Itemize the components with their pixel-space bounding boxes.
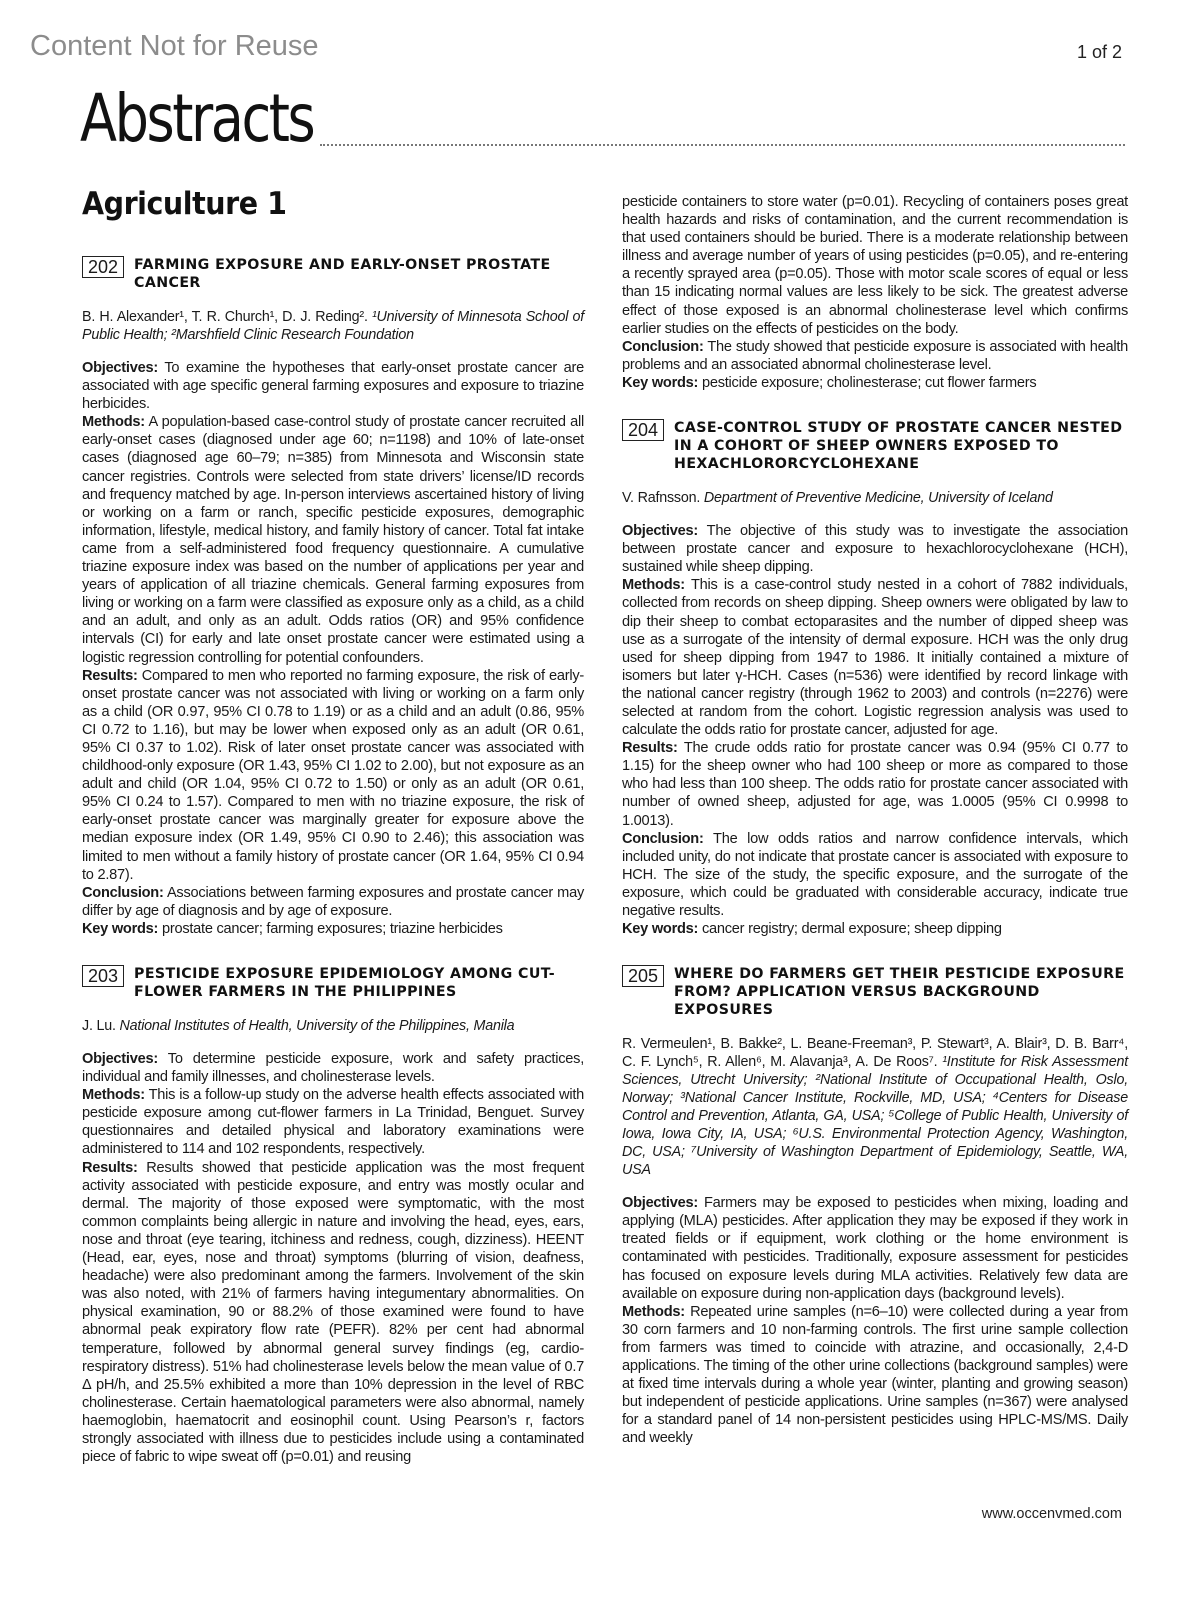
methods-text: Repeated urine samples (n=6–10) were collected during a year from 30 corn farmers and 10 non-farming controls. The first urine sample collection from farmers was timed to coincide with atrazine, and occasionally, 2,4-D applications. The timing of the other urine collections (background samples) were at fixed time intervals during a whole year (winter, planting and growing season) but independent of pesticide applications. Urine samples (n=367) were analysed for a standard panel of 14 non-persistent pesticides using HPLC-MS/MS. Daily and weekly: [622, 1303, 1128, 1447]
objectives-label: Objectives:: [82, 360, 158, 376]
abstract-heading: [82, 256, 584, 292]
abstract-heading: [82, 965, 584, 1001]
keywords-paragraph: [622, 920, 1128, 938]
abstract-body: [82, 359, 584, 938]
results-paragraph: [622, 739, 1128, 829]
abstract-authors: [82, 1017, 584, 1035]
section-title: Abstracts: [80, 80, 314, 157]
conclusion-label: Conclusion:: [82, 884, 164, 901]
abstract-body: [622, 1194, 1128, 1447]
results-paragraph: [82, 667, 584, 884]
abstract-number: 202: [82, 256, 124, 278]
abstract-205: [622, 965, 1128, 1447]
results-text: Compared to men who reported no farming exposure, the risk of early-onset prostate cancer was not associated with living or working on a farm only as a child (OR 0.97, 95% CI 0.78 to 1.19) or as a child and an adult (0.86, 95% CI 0.72 to 1.16), but may be lower when exposed only as an adult (OR 0.61, 95% CI 0.37 to 1.02). Risk of later onset prostate cancer was associated with childhood-only exposure (OR 1.43, 95% CI 1.02 to 2.00), but not exposure as an adult and child (OR 1.04, 95% CI 0.72 to 1.50) or only as an adult (OR 0.61, 95% CI 0.24 to 1.57). Compared to men with no triazine exposure, the risk of early-onset prostate cancer was marginally greater for exposure above the median exposure index (OR 1.49, 95% CI 0.90 to 2.46); this association was limited to men without a family history of prostate cancer (OR 1.64, 95% CI 0.94 to 2.87).: [82, 667, 584, 883]
methods-paragraph: [622, 1303, 1128, 1448]
left-column: [82, 186, 584, 1493]
keywords-text: cancer registry; dermal exposure; sheep dipping: [698, 921, 1002, 938]
footer-url[interactable]: www.occenvmed.com: [981, 1506, 1122, 1522]
author-list: V. Rafnsson.: [622, 490, 704, 507]
methods-label: Methods:: [82, 414, 145, 431]
methods-label: Methods:: [622, 1303, 685, 1320]
abstract-title: PESTICIDE EXPOSURE EPIDEMIOLOGY AMONG CUT-FLOWER FARMERS IN THE PHILIPPINES: [134, 966, 556, 1000]
conclusion-label: Conclusion:: [622, 830, 704, 847]
conclusion-paragraph: [622, 830, 1128, 920]
abstract-number: 204: [622, 419, 664, 441]
keywords-paragraph: [622, 374, 1128, 392]
keywords-label: Key words:: [82, 920, 159, 937]
abstract-title: FARMING EXPOSURE AND EARLY-ONSET PROSTATE CANCER: [134, 257, 551, 291]
objectives-text: To examine the hypotheses that early-onset prostate cancer are associated with age specific general farming exposures and exposure to triazine herbicides.: [82, 360, 584, 413]
author-affiliation: ¹Institute for Risk Assessment Sciences, Utrecht University; ²National Institute of Occupational Health, Oslo, Norway; ³National Cancer Institute, Rockville, MD, USA; ⁴Centers for Disease Control and Prevention, Atlanta, GA, USA; ⁵College of Public Health, University of Iowa, Iowa City, IA, USA; ⁶U.S. Environmental Protection Agency, Washington, DC, USA; ⁷University of Washington Department of Epidemiology, Seattle, WA, USA: [622, 1054, 1128, 1179]
objectives-label: Objectives:: [82, 1051, 158, 1067]
keywords-label: Key words:: [622, 374, 699, 391]
results-text: The crude odds ratio for prostate cancer was 0.94 (95% CI 0.77 to 1.15) for the sheep owner who had 100 sheep or more as compared to those who had less than 100 sheep. The odds ratio for prostate cancer associated with number of owned sheep, adjusted for age, was 1.0005 (95% CI 0.9998 to 1.0013).: [622, 740, 1128, 829]
conclusion-text: Associations between farming exposures and prostate cancer may differ by age of diagnosis and by age of exposure.: [82, 884, 584, 919]
objectives-label: Objectives:: [622, 523, 698, 540]
abstract-authors: [82, 308, 584, 344]
keywords-text: prostate cancer; farming exposures; triazine herbicides: [158, 920, 503, 937]
abstract-authors: [622, 1035, 1128, 1179]
section-header: [80, 72, 1125, 157]
methods-paragraph: [622, 576, 1128, 739]
objectives-text: The objective of this study was to investigate the association between prostate cancer and exposure to hexachlorocyclohexane (HCH), sustained while sheep dipping.: [622, 523, 1128, 576]
methods-label: Methods:: [82, 1087, 145, 1104]
keywords-text: pesticide exposure; cholinesterase; cut flower farmers: [698, 374, 1037, 391]
objectives-text: To determine pesticide exposure, work and safety practices, individual and family illnesses, and cholinesterase levels.: [82, 1051, 584, 1086]
abstract-heading: [622, 965, 1128, 1019]
methods-label: Methods:: [622, 577, 685, 594]
conclusion-text: The low odds ratios and narrow confidence intervals, which included unity, do not indicate that prostate cancer is associated with exposure to HCH. The size of the study, the specific exposure, and the surrogate of the exposure, which could be graduated with considerable accuracy, indicate true negative results.: [622, 830, 1128, 919]
methods-paragraph: [82, 1086, 584, 1158]
conclusion-paragraph: [82, 884, 584, 920]
title-dotted-rule: [320, 144, 1125, 146]
subsection-title: Agriculture 1: [82, 186, 287, 222]
results-label: Results:: [82, 1159, 138, 1176]
author-affiliation: Department of Preventive Medicine, University of Iceland: [703, 490, 1053, 507]
author-list: B. H. Alexander¹, T. R. Church¹, D. J. Reding².: [82, 309, 372, 325]
objectives-paragraph: [622, 522, 1128, 576]
objectives-label: Objectives:: [622, 1195, 698, 1212]
page-indicator: 1 of 2: [1076, 42, 1122, 62]
watermark: Content Not for Reuse: [30, 30, 319, 62]
abstract-title: WHERE DO FARMERS GET THEIR PESTICIDE EXPOSURE FROM? APPLICATION VERSUS BACKGROUND EXPOSURES: [674, 966, 1125, 1019]
results-text: Results showed that pesticide application was the most frequent activity associated with pesticide exposure, and entry was mostly ocular and dermal. The majority of those exposed were symptomatic, with the most common complaints being allergic in nature and involving the head, eyes, ears, nose and throat (eye tearing, itchiness and redness, cough, dizziness). HEENT (Head, ear, eyes, nose and throat) symptoms (blurring of vision, deafness, headache) were also predominant among the farmers. Involvement of the skin was also noted, with 21% of farmers having integumentary abnormalities. On physical examination, 90 or 88.2% of those examined were found to have abnormal peak expiratory flow rate (PEFR). 82% per cent had abnormal temperature, followed by abnormal general survey findings (eg, cardio-respiratory distress). 51% had cholinesterase levels below the mean value of 0.7 Δ pH/h, and 25.5% exhibited a more than 10% depression in the level of RBC cholinesterase. Certain haematological parameters were also abnormal, namely haemoglobin, haematocrit and eosinophil count. Using Pearson’s r, factors strongly associated with illness due to pesticides include using a contaminated piece of fabric to wipe sweat off (p=0.01) and reusing: [82, 1159, 584, 1466]
right-column: [622, 193, 1128, 1475]
objectives-paragraph: [82, 1050, 584, 1086]
abstract-202: [82, 256, 584, 938]
author-affiliation: National Institutes of Health, University of the Philippines, Manila: [119, 1018, 515, 1034]
conclusion-text: The study showed that pesticide exposure is associated with health problems and an associated abnormal cholinesterase level.: [622, 338, 1128, 373]
objectives-paragraph: [622, 1194, 1128, 1303]
objectives-paragraph: [82, 359, 584, 413]
methods-paragraph: [82, 413, 584, 666]
abstract-203-continued: [622, 193, 1128, 392]
abstract-authors: [622, 489, 1128, 507]
methods-text: This is a follow-up study on the adverse health effects associated with pesticide exposure among cut-flower farmers in La Trinidad, Benguet. Survey questionnaires and detailed physical and laboratory examinations were administered to 114 and 102 respondents, respectively.: [82, 1087, 584, 1158]
results-continuation: pesticide containers to store water (p=0.01). Recycling of containers poses great health hazards and risks of contamination, and the current recommendation is that used containers should be buried. There is a moderate relationship between illness and average number of years of using pesticides (p=0.05), and re-entering a recently sprayed area (p=0.05). Those with motor scale scores of equal or less than 15 indicating normal values are less likely to be sick. The greatest adverse effect of those exposed is an abnormal cholinesterase level which confirms earlier studies on the effects of pesticides on the body.: [622, 194, 1128, 337]
results-label: Results:: [622, 740, 678, 757]
author-affiliation: ¹University of Minnesota School of Public Health; ²Marshfield Clinic Research Foundation: [82, 309, 584, 343]
abstract-body: [622, 522, 1128, 938]
abstract-number: 205: [622, 965, 664, 987]
abstract-title: CASE-CONTROL STUDY OF PROSTATE CANCER NESTED IN A COHORT OF SHEEP OWNERS EXPOSED TO HEXACHLORORCYCLOHEXANE: [674, 420, 1123, 473]
keywords-label: Key words:: [622, 921, 699, 938]
abstract-number: 203: [82, 965, 124, 987]
objectives-text: Farmers may be exposed to pesticides when mixing, loading and applying (MLA) pesticides. After application they may be exposed if they work in treated fields or if equipment, work clothing or the home environment is contaminated with pesticides. Traditionally, exposure assessment for pesticides has focused on exposure levels during MLA activities. Relatively few data are available on exposure during non-application days (background levels).: [622, 1195, 1128, 1302]
abstract-body: [622, 193, 1128, 392]
author-list: J. Lu.: [82, 1018, 120, 1034]
abstract-204: [622, 419, 1128, 938]
results-paragraph: [82, 1159, 584, 1467]
methods-text: A population-based case-control study of prostate cancer recruited all early-onset cases (diagnosed under age 60; n=1198) and 10% of late-onset cases (diagnosed age 60–79; n=385) from Minnesota and Wisconsin state cancer registries. Controls were selected from state drivers’ license/ID records and frequency matched by age. In-person interviews ascertained history of living or working on a farm or ranch, specific pesticide exposures, demographic information, lifestyle, medical history, and family history of cancer. Total fat intake came from a self-administered food frequency questionnaire. A cumulative triazine exposure index was based on the number of applications per year and years of application of all triazine chemicals. General farming exposures from living or working on a farm were classified as exposure only as a child, as a child and an adult, and only as an adult. Odds ratios (OR) and 95% confidence intervals (CI) for early and late onset prostate cancer were estimated using a logistic regression controlling for potential confounders.: [82, 414, 584, 666]
author-list: R. Vermeulen¹, B. Bakke², L. Beane-Freeman³, P. Stewart³, A. Blair³, D. B. Barr⁴, C. F. Lynch⁵, R. Allen⁶, M. Alavanja³, A. De Roos⁷.: [622, 1036, 1128, 1071]
abstract-203: [82, 965, 584, 1466]
abstract-body: [82, 1050, 584, 1466]
conclusion-label: Conclusion:: [622, 338, 704, 355]
results-label: Results:: [82, 667, 138, 684]
conclusion-paragraph: [622, 338, 1128, 374]
abstract-heading: [622, 419, 1128, 473]
keywords-paragraph: [82, 920, 584, 938]
methods-text: This is a case-control study nested in a cohort of 7882 individuals, collected from records on sheep dipping. Sheep owners were obligated by law to dip their sheep to combat ectoparasites and the number of dipped sheep was use as a surrogate of the intensity of dermal exposure. HCH was the only drug used for sheep dipping from 1947 to 1986. It initially contained a mixture of isomers but later γ-HCH. Cases (n=536) were identified by record linkage with the national cancer registry (through 1962 to 2003) and controls (n=2276) were selected at random from the cohort. Logistic regression analysis was used to calculate the odds ratio for prostate cancer, adjusted for age.: [622, 577, 1128, 739]
